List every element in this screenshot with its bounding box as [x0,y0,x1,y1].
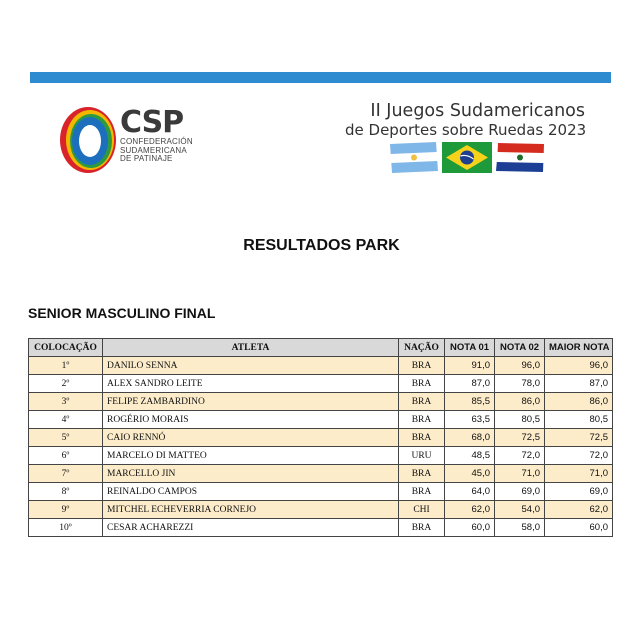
cell-nota-01: 60,0 [445,519,495,537]
page-title: RESULTADOS PARK [243,237,400,254]
csp-line-2: SUDAMERICANA [120,145,187,155]
cell-nota-02: 71,0 [495,465,545,483]
cell-athlete: REINALDO CAMPOS [103,483,399,501]
cell-maior-nota: 62,0 [545,501,613,519]
table-row [29,501,613,519]
event-header [345,102,585,139]
brazil-flag-icon [442,142,492,173]
csp-acronym: CSP [120,105,184,140]
cell-nota-02: 80,5 [495,411,545,429]
cell-nota-02: 69,0 [495,483,545,501]
cell-nation: URU [399,447,445,465]
cell-nota-01: 45,0 [445,465,495,483]
cell-athlete: ROGÉRIO MORAIS [103,411,399,429]
event-title-line-1: II Juegos Sudamericanos [370,101,585,121]
table-row [29,447,613,465]
cell-nota-01: 87,0 [445,375,495,393]
cell-nota-02: 78,0 [495,375,545,393]
table-row [29,483,613,501]
cell-nota-01: 62,0 [445,501,495,519]
table-row [29,411,613,429]
cell-position: 10º [29,519,103,537]
cell-nation: CHI [399,501,445,519]
cell-position: 2º [29,375,103,393]
cell-athlete: MARCELLO JIN [103,465,399,483]
table-row [29,375,613,393]
cell-maior-nota: 72,5 [545,429,613,447]
cell-maior-nota: 72,0 [545,447,613,465]
cell-nota-02: 72,5 [495,429,545,447]
cell-position: 3º [29,393,103,411]
col-header-atleta: ATLETA [103,339,399,357]
cell-nota-02: 58,0 [495,519,545,537]
event-title-line-2: de Deportes sobre Ruedas 2023 [345,121,587,139]
cell-nation: BRA [399,483,445,501]
csp-ring-icon [58,104,118,176]
table-header-row [29,339,613,357]
cell-position: 9º [29,501,103,519]
cell-nota-02: 72,0 [495,447,545,465]
cell-nation: BRA [399,429,445,447]
cell-athlete: MARCELO DI MATTEO [103,447,399,465]
table-row [29,429,613,447]
cell-athlete: CAIO RENNÓ [103,429,399,447]
cell-maior-nota: 86,0 [545,393,613,411]
cell-maior-nota: 60,0 [545,519,613,537]
col-header-nacao: NAÇÃO [399,339,445,357]
cell-athlete: CESAR ACHAREZZI [103,519,399,537]
results-table [28,338,613,537]
cell-position: 7º [29,465,103,483]
cell-nota-01: 85,5 [445,393,495,411]
cell-athlete: ALEX SANDRO LEITE [103,375,399,393]
cell-position: 8º [29,483,103,501]
cell-position: 4º [29,411,103,429]
cell-nota-02: 96,0 [495,357,545,375]
cell-position: 6º [29,447,103,465]
table-row [29,393,613,411]
cell-maior-nota: 96,0 [545,357,613,375]
cell-nota-01: 68,0 [445,429,495,447]
cell-nation: BRA [399,519,445,537]
table-row [29,519,613,537]
cell-nota-02: 54,0 [495,501,545,519]
table-row [29,465,613,483]
col-header-nota-01: NOTA 01 [445,339,495,357]
cell-nation: BRA [399,357,445,375]
argentina-flag-icon [390,142,438,173]
top-accent-bar [30,72,611,83]
cell-nation: BRA [399,393,445,411]
cell-athlete: DANILO SENNA [103,357,399,375]
cell-nota-01: 48,5 [445,447,495,465]
cell-nota-01: 63,5 [445,411,495,429]
paraguay-flag-icon [496,143,544,172]
table-row [29,357,613,375]
cell-athlete: MITCHEL ECHEVERRIA CORNEJO [103,501,399,519]
cell-nation: BRA [399,375,445,393]
csp-line-3: DE PATINAJE [120,154,173,163]
category-subtitle: SENIOR MASCULINO FINAL [28,305,216,321]
cell-nota-02: 86,0 [495,393,545,411]
cell-maior-nota: 80,5 [545,411,613,429]
country-flags [388,141,548,174]
col-header-colocacao: COLOCAÇÃO [29,339,103,357]
cell-maior-nota: 87,0 [545,375,613,393]
csp-logo [58,104,198,176]
cell-maior-nota: 69,0 [545,483,613,501]
cell-position: 5º [29,429,103,447]
cell-position: 1º [29,357,103,375]
col-header-nota-02: NOTA 02 [495,339,545,357]
cell-nota-01: 91,0 [445,357,495,375]
cell-nation: BRA [399,465,445,483]
cell-nota-01: 64,0 [445,483,495,501]
col-header-maior-nota: MAIOR NOTA [545,339,613,357]
csp-line-1: CONFEDERACIÓN [120,137,193,146]
cell-nation: BRA [399,411,445,429]
cell-athlete: FELIPE ZAMBARDINO [103,393,399,411]
cell-maior-nota: 71,0 [545,465,613,483]
